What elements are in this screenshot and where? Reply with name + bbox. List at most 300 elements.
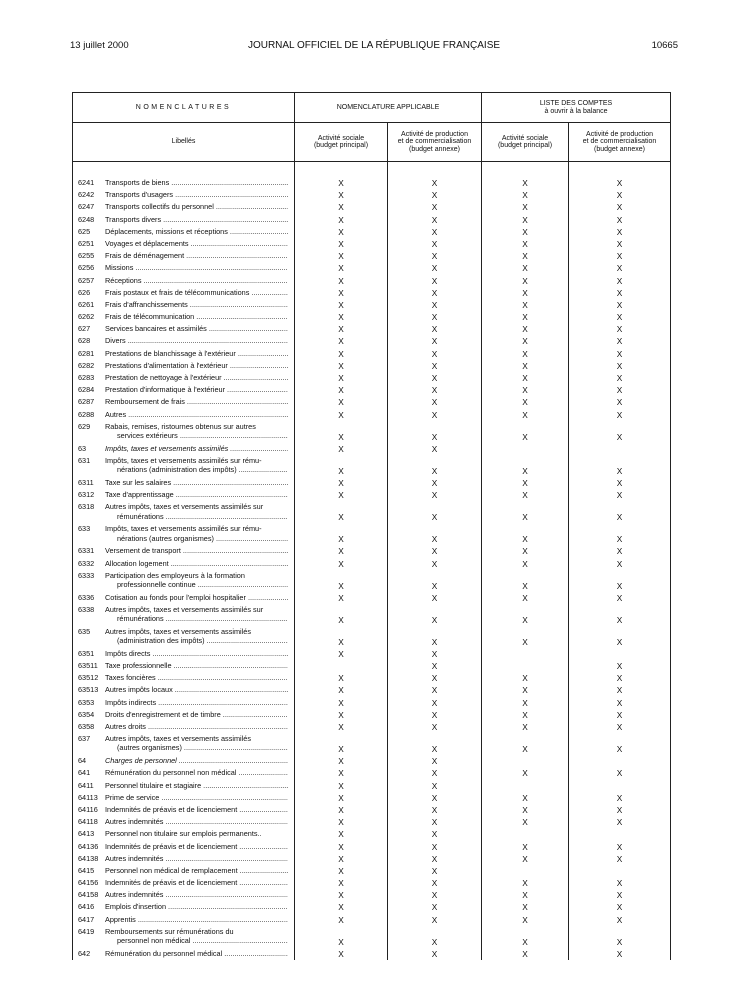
x-mark: X [431, 214, 438, 225]
account-mark [388, 372, 481, 384]
account-label-line-2: rémunérations ..... [105, 614, 288, 623]
account-label: Taxe d'apprentissage ..... [105, 489, 288, 501]
account-mark [388, 604, 481, 626]
account-label: Autres impôts locaux ..... [105, 684, 288, 696]
account-code: 6358 [78, 722, 95, 731]
x-mark: X [431, 397, 438, 408]
account-mark [482, 733, 568, 755]
account-mark [295, 214, 387, 226]
account-mark [482, 792, 568, 804]
account-mark [295, 201, 387, 213]
account-mark [569, 672, 670, 684]
account-label [105, 501, 288, 523]
account-mark [295, 238, 387, 250]
x-mark: X [522, 709, 528, 720]
x-mark: X [616, 431, 623, 442]
x-mark: X [338, 841, 344, 852]
account-mark [569, 477, 670, 489]
account-mark [295, 299, 387, 311]
account-code: 6242 [78, 190, 95, 200]
account-mark [482, 865, 568, 877]
x-mark: X [431, 673, 438, 684]
table-row [78, 697, 288, 709]
account-code: 63512 [78, 673, 99, 683]
table-row [78, 816, 288, 828]
account-code: 63 [78, 443, 87, 453]
account-mark [388, 865, 481, 877]
account-label: Versement de transport ..... [105, 545, 288, 557]
account-label: Autres ..... [105, 409, 288, 421]
account-mark [569, 238, 670, 250]
x-mark: X [522, 477, 528, 488]
account-label [105, 455, 288, 477]
account-mark [295, 287, 387, 299]
account-label: Indemnités de préavis et de licenciement ..... [105, 804, 288, 816]
table-row [78, 767, 288, 779]
account-mark [482, 323, 568, 335]
account-mark [388, 792, 481, 804]
x-mark: X [431, 780, 438, 791]
column-applicable-production [388, 162, 482, 961]
account-mark [388, 877, 481, 889]
table-row [78, 558, 288, 570]
account-mark [388, 396, 481, 408]
x-mark: X [338, 534, 344, 545]
x-mark: X [616, 238, 623, 249]
table-row [78, 865, 288, 877]
x-mark: X [431, 817, 438, 828]
account-label: Missions ..... [105, 262, 288, 274]
account-mark [295, 477, 387, 489]
account-mark [388, 226, 481, 238]
account-label: Prime de service ..... [105, 792, 288, 804]
x-mark: X [616, 190, 623, 201]
table-row [78, 672, 288, 684]
account-code: 64156 [78, 878, 99, 888]
account-mark [569, 323, 670, 335]
account-label: Autres indemnités ..... [105, 853, 288, 865]
account-label-line-1: Participation des employeurs à la formation [105, 570, 245, 580]
account-label: Indemnités de préavis et de licenciement ..... [105, 841, 288, 853]
x-mark: X [431, 275, 438, 286]
account-code: 63511 [78, 661, 98, 671]
table-row [78, 238, 288, 250]
libelles-column [73, 162, 295, 961]
account-mark [569, 592, 670, 604]
account-code: 6411 [78, 780, 94, 790]
account-label-line-2: nérations (administration des impôts) ..... [105, 465, 288, 474]
account-mark [569, 733, 670, 755]
x-mark: X [338, 263, 344, 274]
col-label-line: (budget annexe) [594, 145, 646, 153]
x-mark: X [522, 465, 528, 476]
table-row [78, 841, 288, 853]
account-mark [569, 501, 670, 523]
account-mark [295, 360, 387, 372]
x-mark: X [616, 534, 623, 545]
account-mark [295, 226, 387, 238]
account-mark [482, 311, 568, 323]
table-row [78, 201, 288, 213]
x-mark: X [431, 431, 438, 442]
x-mark: X [338, 744, 344, 755]
account-code: 64158 [78, 890, 99, 900]
account-mark [295, 592, 387, 604]
x-mark: X [522, 914, 528, 925]
account-label: Transports collectifs du personnel ..... [105, 201, 288, 213]
account-mark [295, 672, 387, 684]
account-mark [295, 780, 387, 792]
account-code: 6257 [78, 275, 95, 285]
account-mark [388, 721, 481, 733]
table-row [78, 755, 288, 767]
x-mark: X [522, 299, 528, 310]
account-mark [388, 828, 481, 840]
table-row [78, 477, 288, 489]
account-mark [569, 443, 670, 455]
account-mark [482, 841, 568, 853]
account-mark [295, 648, 387, 660]
x-mark: X [431, 878, 438, 889]
account-mark [388, 545, 481, 557]
account-label [105, 733, 288, 755]
x-mark: X [522, 592, 528, 603]
col-label-line: (budget principal) [313, 142, 369, 149]
x-mark: X [522, 409, 528, 420]
account-code: 642 [78, 948, 91, 958]
account-mark [482, 421, 568, 443]
x-mark: X [338, 558, 344, 569]
account-label: Taxes foncières ..... [105, 672, 288, 684]
account-mark [295, 275, 387, 287]
account-mark [569, 755, 670, 767]
x-mark: X [522, 324, 528, 335]
x-mark: X [338, 373, 344, 383]
account-code: 6417 [78, 914, 95, 924]
account-mark [388, 335, 481, 347]
table-row [78, 214, 288, 226]
account-code: 64138 [78, 853, 99, 863]
x-mark: X [616, 697, 623, 708]
account-mark [569, 201, 670, 213]
col-label-line: et de commercialisation [582, 138, 657, 146]
x-mark: X [338, 648, 344, 659]
account-mark [569, 901, 670, 913]
account-code: 637 [78, 734, 91, 744]
account-mark [388, 672, 481, 684]
account-mark [388, 262, 481, 274]
account-label: Frais de télécommunication ..... [105, 311, 288, 323]
x-mark: X [338, 490, 344, 501]
account-mark [388, 648, 481, 660]
account-mark [295, 189, 387, 201]
x-mark: X [338, 360, 344, 371]
x-mark: X [431, 251, 438, 262]
account-mark [295, 250, 387, 262]
account-code: 6256 [78, 263, 95, 273]
table-row [78, 545, 288, 557]
account-label: Remboursement de frais ..... [105, 396, 288, 408]
account-mark [388, 780, 481, 792]
x-mark: X [522, 360, 528, 371]
table-row [78, 250, 288, 262]
account-code: 633 [78, 524, 91, 534]
table-row [78, 828, 288, 840]
account-mark [569, 828, 670, 840]
account-mark [295, 684, 387, 696]
account-label: Réceptions ..... [105, 275, 288, 287]
account-label: Prestations de blanchissage à l'extérieur ..... [105, 348, 288, 360]
account-mark [295, 570, 387, 592]
x-mark: X [338, 804, 344, 815]
account-label: Personnel titulaire et stagiaire ..... [105, 780, 288, 792]
account-mark [295, 865, 387, 877]
page-header [70, 40, 678, 54]
table-row [78, 792, 288, 804]
account-mark [569, 853, 670, 865]
nomenclature-table [72, 92, 671, 960]
account-mark [482, 214, 568, 226]
account-mark [569, 767, 670, 779]
table-row [78, 901, 288, 913]
x-mark: X [431, 490, 438, 501]
account-code: 64118 [78, 817, 98, 827]
account-code: 6415 [78, 865, 95, 875]
account-label-line-1: Rabais, remises, ristournes obtenus sur autres [105, 421, 256, 431]
x-mark: X [338, 780, 344, 791]
x-mark: X [616, 397, 623, 408]
account-mark [482, 523, 568, 545]
account-mark [569, 626, 670, 648]
table-row [78, 226, 288, 238]
header-nomenclature-applicable: NOMENCLATURE APPLICABLE [295, 93, 482, 123]
account-label [105, 523, 288, 545]
account-mark [482, 501, 568, 523]
account-mark [295, 709, 387, 721]
account-mark [388, 592, 481, 604]
account-mark [388, 926, 481, 948]
account-code: 6247 [78, 202, 95, 212]
account-code: 6331 [78, 546, 95, 556]
account-code: 6354 [78, 709, 95, 719]
account-mark [295, 733, 387, 755]
col-label-line: (budget annexe) [409, 145, 460, 153]
x-mark: X [338, 792, 344, 803]
account-mark [295, 901, 387, 913]
account-label: Emplois d'insertion ..... [105, 901, 288, 913]
x-mark: X [522, 431, 528, 442]
account-mark [482, 275, 568, 287]
account-label [105, 626, 288, 648]
account-label: Voyages et déplacements ..... [105, 238, 288, 250]
account-label: Services bancaires et assimilés ..... [105, 323, 288, 335]
account-mark [388, 697, 481, 709]
account-code: 6318 [78, 502, 95, 512]
x-mark: X [522, 238, 528, 249]
account-label [105, 604, 288, 626]
account-label: Impôts, taxes et versements assimilés ..... [105, 443, 288, 455]
account-label: Transports divers ..... [105, 214, 288, 226]
x-mark: X [431, 287, 438, 298]
account-code: 64113 [78, 792, 98, 802]
account-label: Indemnités de préavis et de licenciement ..... [105, 877, 288, 889]
header-applicable-sociale [295, 123, 388, 162]
account-mark [569, 780, 670, 792]
account-code: 6416 [78, 902, 95, 912]
account-label: Rémunération du personnel non médical ..... [105, 767, 288, 779]
account-code: 635 [78, 626, 91, 636]
x-mark: X [338, 948, 344, 959]
table-row [78, 409, 288, 421]
x-mark: X [522, 558, 528, 569]
account-mark [295, 501, 387, 523]
account-mark [388, 275, 481, 287]
x-mark: X [338, 385, 344, 396]
account-mark [482, 926, 568, 948]
account-mark [482, 660, 568, 672]
x-mark: X [522, 226, 528, 237]
x-mark: X [522, 275, 528, 286]
header-liste-sociale [482, 123, 569, 162]
table-row [78, 780, 288, 792]
account-code: 628 [78, 336, 91, 346]
account-mark [388, 348, 481, 360]
account-code: 64 [78, 756, 87, 766]
account-mark [388, 948, 481, 960]
x-mark: X [522, 948, 528, 959]
x-mark: X [616, 512, 623, 523]
account-mark [482, 816, 568, 828]
account-code: 6248 [78, 214, 95, 224]
account-label-line-1: Autres impôts, taxes et versements assimilés sur [105, 502, 264, 512]
column-liste-production [569, 162, 671, 961]
account-mark [295, 396, 387, 408]
x-mark: X [431, 263, 438, 274]
account-code: 627 [78, 324, 91, 334]
x-mark: X [616, 673, 623, 684]
account-mark [388, 709, 481, 721]
account-mark [295, 626, 387, 648]
account-label: Prestation d'informatique à l'extérieur ..... [105, 384, 288, 396]
account-code: 6283 [78, 373, 95, 382]
x-mark: X [338, 299, 344, 310]
table-row [78, 455, 288, 477]
account-mark [569, 648, 670, 660]
liste-line-2: à ouvrir à la balance [544, 107, 608, 115]
x-mark: X [616, 465, 623, 476]
x-mark: X [431, 443, 438, 454]
x-mark: X [338, 636, 344, 647]
account-label: Charges de personnel ..... [105, 755, 288, 767]
x-mark: X [616, 275, 623, 286]
x-mark: X [616, 263, 623, 274]
liste-line-1: LISTE DES COMPTES [539, 100, 613, 108]
x-mark: X [616, 348, 623, 359]
account-mark [388, 421, 481, 443]
x-mark: X [522, 287, 528, 298]
x-mark: X [522, 890, 528, 901]
table-row [78, 421, 288, 443]
x-mark: X [616, 490, 623, 501]
x-mark: X [431, 477, 438, 488]
account-code: 6255 [78, 251, 95, 261]
account-mark [388, 558, 481, 570]
account-label-line-2: services extérieurs ..... [105, 431, 288, 440]
account-label: Apprentis ..... [105, 914, 288, 926]
table-row [78, 189, 288, 201]
account-mark [482, 697, 568, 709]
account-code: 6338 [78, 604, 95, 614]
account-mark [569, 409, 670, 421]
x-mark: X [431, 697, 438, 708]
account-label: Prestations d'alimentation à l'extérieur ..... [105, 360, 288, 372]
account-mark [295, 889, 387, 901]
x-mark: X [431, 202, 438, 213]
account-label: Taxe sur les salaires ..... [105, 477, 288, 489]
account-mark [569, 865, 670, 877]
x-mark: X [522, 312, 528, 323]
x-mark: X [522, 214, 528, 225]
account-mark [482, 914, 568, 926]
account-mark [388, 816, 481, 828]
account-mark [569, 262, 670, 274]
x-mark: X [431, 312, 438, 323]
x-mark: X [522, 817, 528, 828]
x-mark: X [522, 673, 528, 684]
x-mark: X [338, 397, 344, 408]
account-code: 63513 [78, 685, 99, 695]
account-mark [482, 545, 568, 557]
x-mark: X [522, 614, 528, 625]
account-label: Personnel non titulaire sur emplois permanents.. [105, 829, 262, 839]
journal-title: JOURNAL OFFICIEL DE LA RÉPUBLIQUE FRANÇAISE [247, 40, 501, 51]
x-mark: X [522, 178, 528, 188]
table-row [78, 948, 288, 960]
account-code: 629 [78, 421, 91, 431]
account-mark [482, 889, 568, 901]
account-mark [569, 558, 670, 570]
account-label: Transports d'usagers ..... [105, 189, 288, 201]
account-mark [482, 226, 568, 238]
account-label [105, 421, 288, 443]
header-liste-production [569, 123, 671, 162]
account-mark [388, 489, 481, 501]
account-label: Taxe professionnelle ..... [105, 660, 288, 672]
account-mark [295, 841, 387, 853]
table-row [78, 287, 288, 299]
issue-date: 13 juillet 2000 [70, 40, 129, 51]
x-mark: X [338, 336, 344, 347]
x-mark: X [338, 722, 344, 732]
header-libelles: Libellés [73, 123, 295, 162]
x-mark: X [522, 636, 528, 647]
account-mark [482, 455, 568, 477]
x-mark: X [431, 936, 438, 947]
x-mark: X [522, 697, 528, 708]
table-row [78, 275, 288, 287]
x-mark: X [522, 490, 528, 501]
account-label [105, 570, 288, 592]
x-mark: X [616, 709, 623, 720]
account-mark [482, 335, 568, 347]
account-label: Frais postaux et frais de télécommunications ..... [105, 287, 288, 299]
account-label-line-1: Impôts, taxes et versements assimilés sur rému- [105, 455, 262, 465]
account-mark [569, 948, 670, 960]
account-mark [569, 421, 670, 443]
account-mark [482, 409, 568, 421]
account-mark [482, 828, 568, 840]
x-mark: X [616, 744, 623, 755]
